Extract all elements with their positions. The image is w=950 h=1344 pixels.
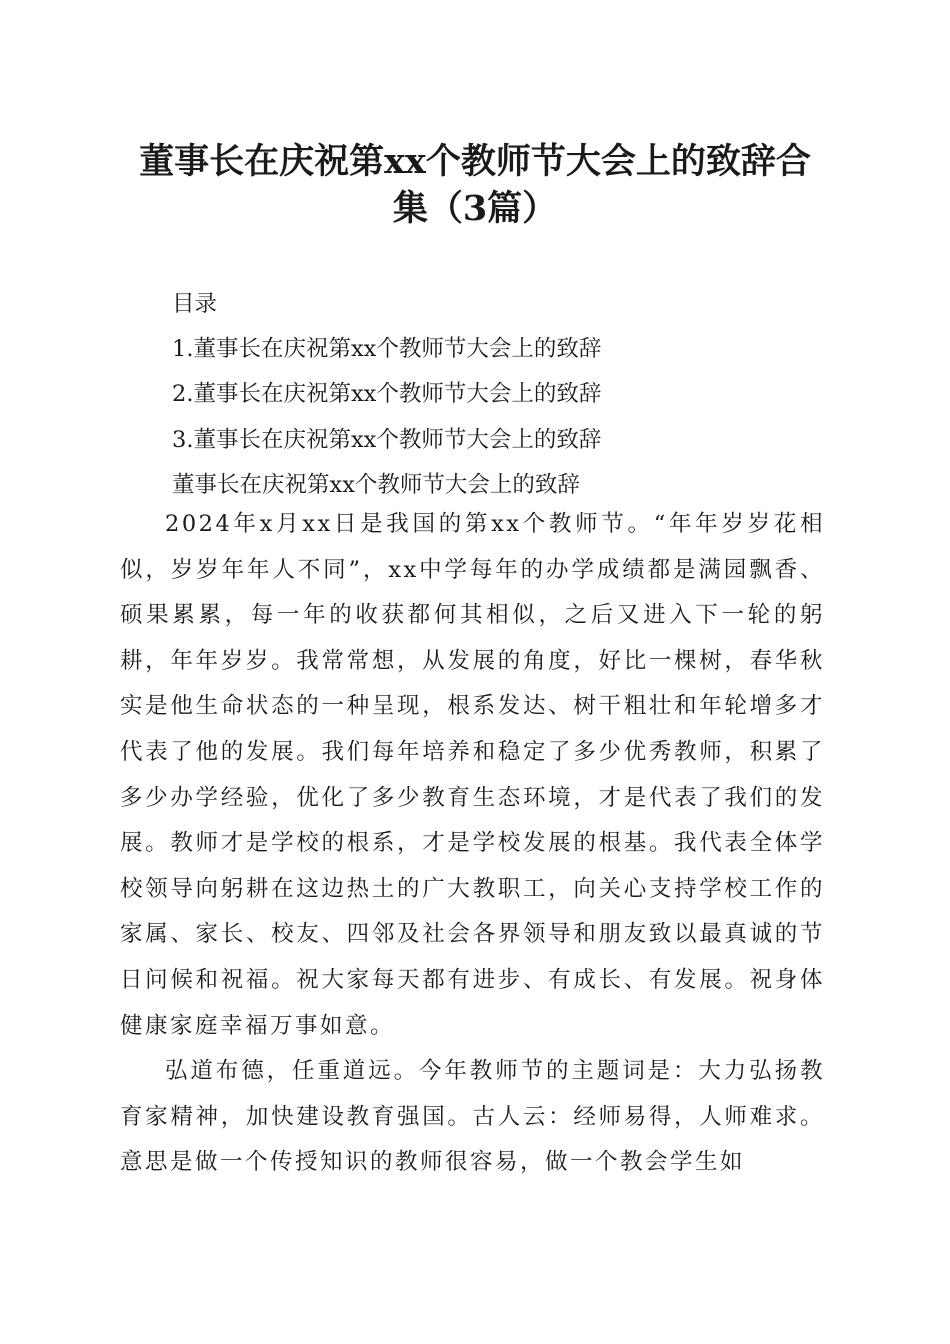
- document-title: [110, 138, 840, 232]
- toc-item-1: 1.董事长在庆祝第xx个教师节大会上的致辞: [172, 336, 602, 363]
- title-line-1: 董事长在庆祝第xx个教师节大会上的致辞合: [139, 141, 811, 182]
- toc-item-2: 2.董事长在庆祝第xx个教师节大会上的致辞: [172, 381, 602, 408]
- body-text: [120, 502, 825, 1186]
- section-title: 董事长在庆祝第xx个教师节大会上的致辞: [172, 471, 580, 498]
- toc-heading: 目录: [172, 291, 218, 317]
- title-line-2: 集（3篇）: [392, 188, 558, 229]
- table-of-contents: [172, 282, 852, 508]
- paragraph-2: 弘道布德，任重道远。今年教师节的主题词是：大力弘扬教育家精神，加快建设教育强国。古人云：经师易得，人师难求。意思是做一个传授知识的教师很容易，做一个教会学生如: [120, 1058, 825, 1176]
- toc-item-3: 3.董事长在庆祝第xx个教师节大会上的致辞: [172, 426, 602, 453]
- paragraph-1: 2024年x月xx日是我国的第xx个教师节。“年年岁岁花相似，岁岁年年人不同”，xx中学每年的办学成绩都是满园飘香、硕果累累，每一年的收获都何其相似，之后又进入下一轮的躬耕，年年岁岁。我常常想，从发展的角度，好比一棵树，春华秋实是他生命状态的一种呈现，根系发达、树干粗壮和年轮增多才代表了他的发展。我们每年培养和稳定了多少优秀教师，积累了多少办学经验，优化了多少教育生态环境，才是代表了我们的发展。教师才是学校的根系，才是学校发展的根基。我代表全体学校领导向躬耕在这边热土的广大教职工，向关心支持学校工作的家属、家长、校友、四邻及社会各界领导和朋友致以最真诚的节日问候和祝福。祝大家每天都有进步、有成长、有发展。祝身体健康家庭幸福万事如意。: [120, 511, 825, 1039]
